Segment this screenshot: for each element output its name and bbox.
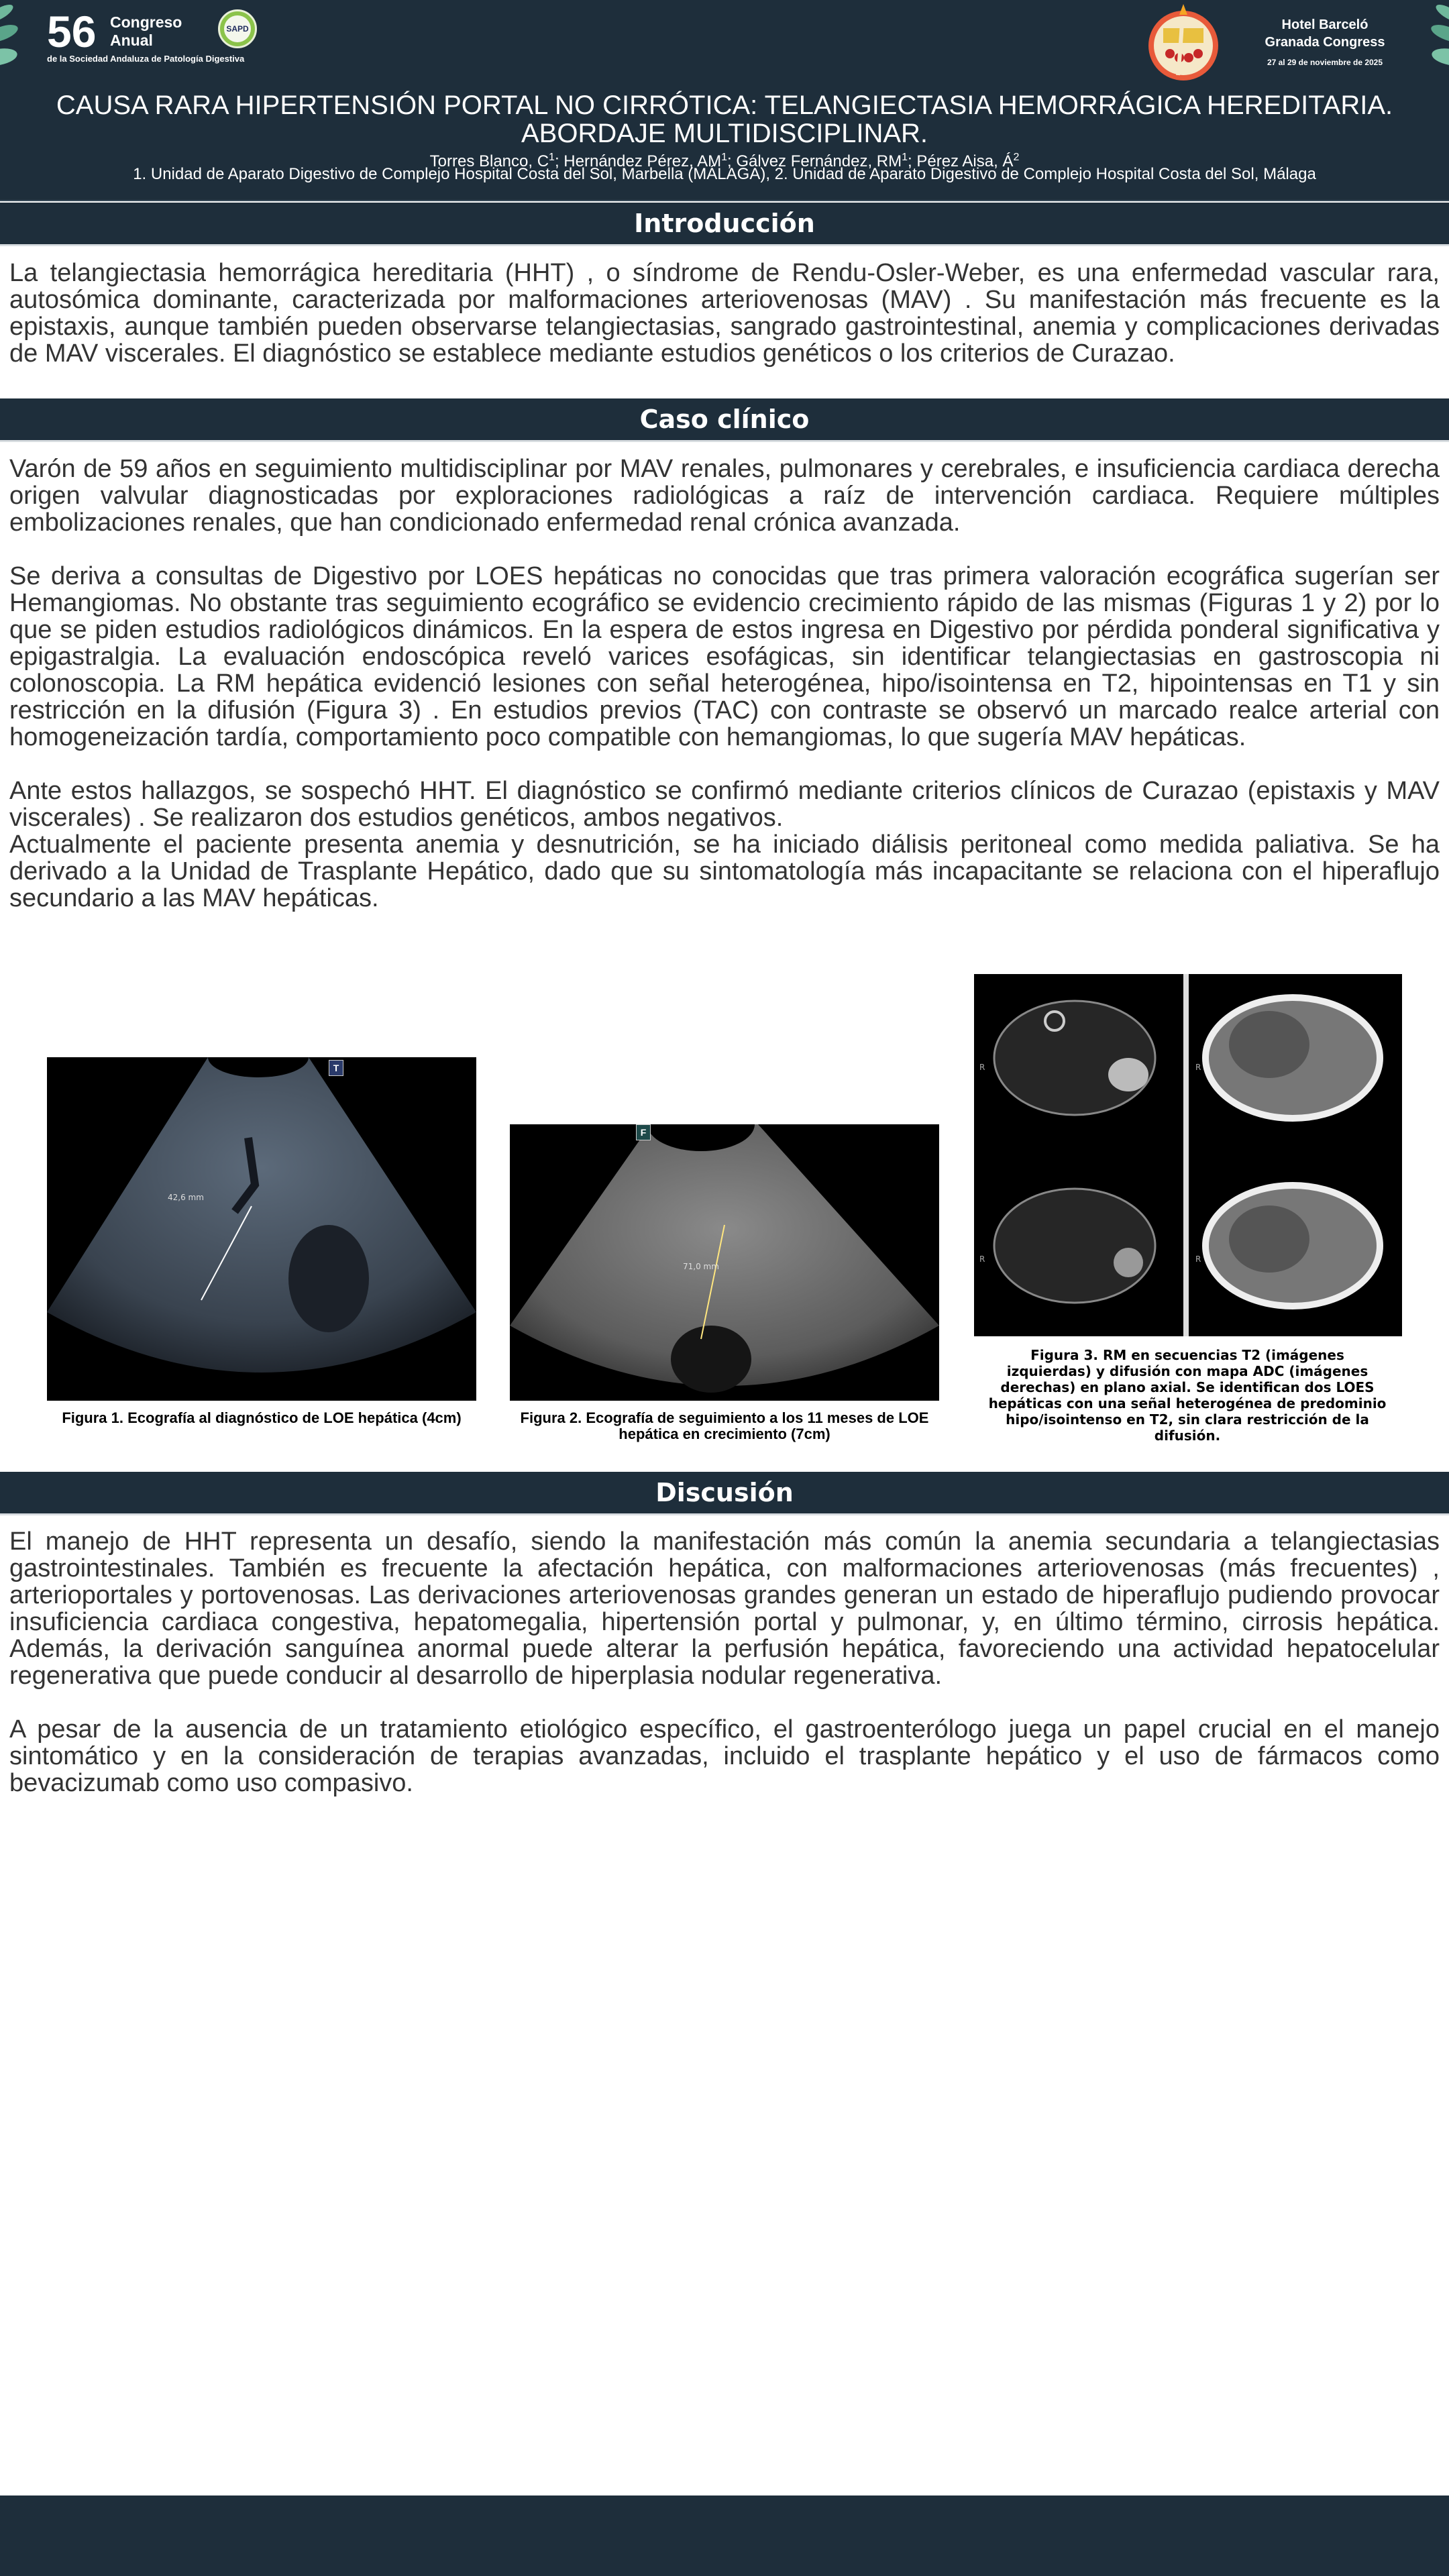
intro-text [9, 260, 1440, 367]
poster-title-line2: ABORDAJE MULTIDISCIPLINAR. [521, 119, 928, 148]
case-text [9, 455, 1440, 912]
ultrasound-marker: T [329, 1060, 343, 1076]
congress-label-line1: Congreso [110, 13, 182, 31]
ultrasound-image-2 [510, 1124, 939, 1401]
granada-pomegranate-emblem-icon [1140, 1, 1226, 83]
venue-name-line1: Hotel Barceló [1281, 17, 1368, 32]
congress-label [110, 13, 182, 50]
sapd-logo-text: SAPD [224, 15, 251, 42]
ultrasound-image-1 [47, 1057, 476, 1401]
section-heading-discusion: Discusión [0, 1472, 1449, 1515]
congress-label-line2: Anual [110, 32, 153, 49]
society-name: de la Sociedad Andaluza de Patología Digestiva [47, 54, 245, 64]
sapd-logo [218, 9, 257, 48]
author-affiliation-number: 1 [902, 152, 908, 163]
venue-name-line2: Granada Congress [1265, 35, 1385, 50]
affiliations: 1. Unidad de Aparato Digestivo de Complejo Hospital Costa del Sol, Marbella (MÁLAGA), 2. Unidad de Aparato Digestivo de Complejo Hospital Costa del Sol, Málaga [133, 165, 1316, 183]
poster-footer [0, 2496, 1449, 2576]
ultrasound-scan-graphic [47, 1057, 476, 1401]
section-heading-caso-clinico: Caso clínico [0, 398, 1449, 442]
case-paragraph: Ante estos hallazgos, se sospechó HHT. El diagnóstico se confirmó mediante criterios clínicos de Curazao (epistaxis y MAV viscerales) . Se realizaron dos estudios genéticos, ambos negativos. [9, 777, 1440, 832]
ultrasound-marker: F [636, 1124, 651, 1140]
author-name: Torres Blanco, C [429, 152, 549, 170]
author-name: Gálvez Fernández, RM [736, 152, 902, 170]
case-paragraph: Se deriva a consultas de Digestivo por LOES hepáticas no conocidas que tras primera valoración ecográfica sugerían ser Hemangiomas. No obstante tras seguimiento ecográfico se evidencio crecimiento rápido de las mismas (Figuras 1 y 2) por lo que se piden estudios radiológicos dinámicos. En la espera de estos ingresa en Digestivo por pérdida ponderal significativa y epigastralgia. La evaluación endoscópica reveló varices esofágicas, sin identificar telangiectasias en gastroscopia ni colonoscopia. La RM hepática evidenció lesiones con señal heterogénea, hipo/isointensa en T2, hipointensas en T1 y sin restricción en la difusión (Figura 3) . En estudios previos (TAC) con contraste se observó un marcado realce arterial con homogeneización tardía, comportamiento poco compatible con hemangiomas, lo que sugería MAV hepáticas. [9, 562, 1440, 751]
intro-paragraph: La telangiectasia hemorrágica hereditaria (HHT) , o síndrome de Rendu-Osler-Weber, es una enfermedad vascular rara, autosómica dominante, caracterizada por malformaciones arteriovenosas (MAV) . Su manifestación más frecuente es la epistaxis, aunque también pueden observarse telangiectasias, sangrado gastrointestinal, anemia y complicaciones derivadas de MAV viscerales. El diagnóstico se establece mediante estudios genéticos o los criterios de Curazao. [9, 259, 1440, 368]
discussion-paragraph: A pesar de la ausencia de un tratamiento etiológico específico, el gastroenterólogo juega un papel crucial en el manejo sintomático y en la consideración de terapias avanzadas, incluido el trasplante hepático y el uso de fármacos como bevacizumab como uso compasivo. [9, 1715, 1440, 1797]
mri-scan-graphic [974, 974, 1402, 1336]
ultrasound-measurement: 42,6 mm [168, 1193, 204, 1202]
poster-title-line1: CAUSA RARA HIPERTENSIÓN PORTAL NO CIRRÓTICA: TELANGIECTASIA HEMORRÁGICA HEREDITARIA. [56, 91, 1393, 120]
venue-info [1248, 16, 1402, 67]
poster-title [27, 91, 1422, 148]
author-name: Pérez Aisa, Á [916, 152, 1014, 170]
case-paragraph: Varón de 59 años en seguimiento multidisciplinar por MAV renales, pulmonares y cerebrales, e insuficiencia cardiaca derecha origen valvular diagnosticadas por exploraciones radiológicas a raíz de intervención cardiaca. Requiere múltiples embolizaciones renales, que han condicionado enfermedad renal crónica avanzada. [9, 455, 1440, 537]
poster-header [0, 0, 1449, 201]
leaf-decoration-icon [1415, 0, 1449, 80]
discussion-text [9, 1528, 1440, 1796]
author-affiliation-number: 1 [549, 152, 555, 163]
author-list: Torres Blanco, $C^1$; Hernández Pérez, $AM^1$; Gálvez Fernández, $RM^1$; Pérez Aisa, $Á^2$ [429, 152, 1020, 170]
case-paragraph: Actualmente el paciente presenta anemia y desnutrición, se ha iniciado diálisis peritoneal como medida paliativa. Se ha derivado a la Unidad de Trasplante Hepático, dado que su sintomatología más incapacitante se relaciona con el hiperaflujo secundario a las MAV hepáticas. [9, 830, 1440, 912]
mri-image-grid [974, 974, 1402, 1336]
author-affiliation-number: 1 [721, 152, 727, 163]
congress-dates: 27 al 29 de noviembre de 2025 [1267, 58, 1383, 67]
mri-orientation-label: R [1195, 1063, 1201, 1072]
mri-orientation-label: R [979, 1063, 985, 1072]
figure-1-caption: Figura 1. Ecografía al diagnóstico de LOE hepática (4cm) [62, 1409, 462, 1426]
ultrasound-scan-graphic [510, 1124, 939, 1401]
figure-3-caption: Figura 3. RM en secuencias T2 (imágenes izquierdas) y difusión con mapa ADC (imágenes derechas) en plano axial. Se identifican dos LOES hepáticas con una señal heterogénea de predominio hipo/isointenso en T2, sin clara restricción de la difusión. [988, 1347, 1387, 1444]
mri-orientation-label: R [979, 1254, 985, 1264]
discussion-paragraph: El manejo de HHT representa un desafío, siendo la manifestación más común la anemia secundaria a telangiectasias gastrointestinales. También es frecuente la afectación hepática, con malformaciones arteriovenosas (más frecuentes) , arterioportales y portovenosas. Las derivaciones arteriovenosas grandes generan un estado de hiperaflujo pudiendo provocar insuficiencia cardiaca congestiva, hepatomegalia, hipertensión portal y pulmonar, y, en último término, cirrosis hepática. Además, la derivación sanguínea anormal puede alterar la perfusión hepática, favoreciendo una actividad hepatocelular regenerativa que puede conducir al desarrollo de hiperplasia nodular regenerativa. [9, 1527, 1440, 1690]
section-heading-introduccion: Introducción [0, 203, 1449, 246]
leaf-decoration-icon [0, 0, 34, 80]
author-affiliation-number: 2 [1013, 152, 1020, 163]
ultrasound-measurement: 71,0 mm [683, 1262, 719, 1271]
figure-2-caption: Figura 2. Ecografía de seguimiento a los 11 meses de LOE hepática en crecimiento (7cm) [520, 1409, 929, 1442]
mri-orientation-label: R [1195, 1254, 1201, 1264]
congress-number: 56 [47, 7, 97, 56]
author-name: Hernández Pérez, AM [564, 152, 722, 170]
